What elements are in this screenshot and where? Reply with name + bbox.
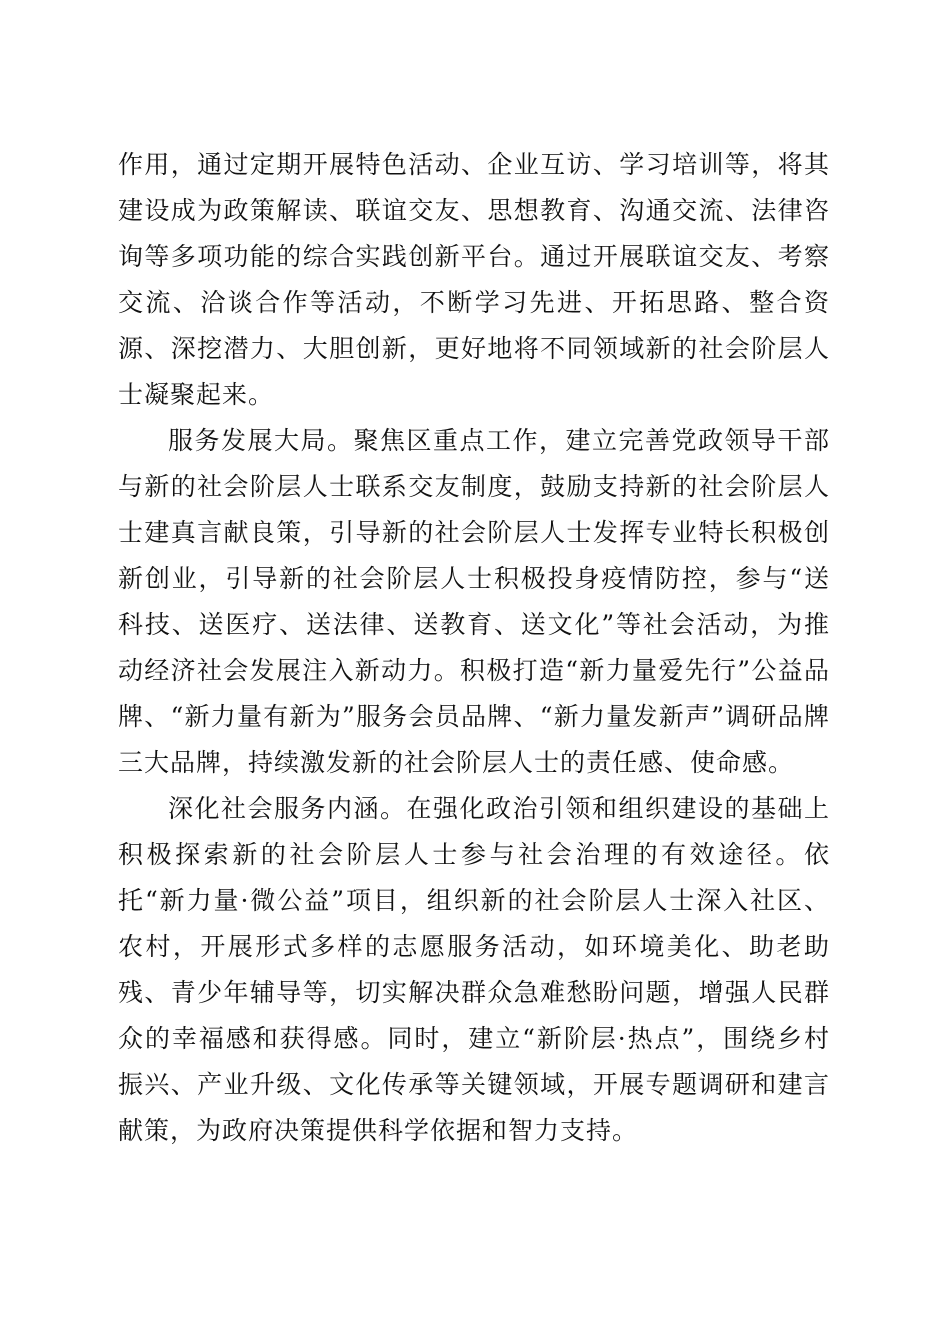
paragraph-2: 服务发展大局。聚焦区重点工作，建立完善党政领导干部与新的社会阶层人士联系交友制度，鼓励支持新的社会阶层人士建真言献良策，引导新的社会阶层人士发挥专业特长积极创新创业，引导新的社会阶层人士积极投身疫情防控，参与“送科技、送医疗、送法律、送教育、送文化”等社会活动，为推动经济社会发展注入新动力。积极打造“新力量爱先行”公益品牌、“新力量有新为”服务会员品牌、“新力量发新声”调研品牌三大品牌，持续激发新的社会阶层人士的责任感、使命感。 <box>118 426 830 777</box>
paragraph-3: 深化社会服务内涵。在强化政治引领和组织建设的基础上积极探索新的社会阶层人士参与社会治理的有效途径。依托“新力量·微公益”项目，组织新的社会阶层人士深入社区、农村，开展形式多样的志愿服务活动，如环境美化、助老助残、青少年辅导等，切实解决群众急难愁盼问题，增强人民群众的幸福感和获得感。同时，建立“新阶层·热点”，围绕乡村振兴、产业升级、文化传承等关键领域，开展专题调研和建言献策，为政府决策提供科学依据和智力支持。 <box>118 794 830 1145</box>
paragraph-1: 作用，通过定期开展特色活动、企业互访、学习培训等，将其建设成为政策解读、联谊交友、思想教育、沟通交流、法律咨询等多项功能的综合实践创新平台。通过开展联谊交友、考察交流、洽谈合作等活动，不断学习先进、开拓思路、整合资源、深挖潜力、大胆创新，更好地将不同领域新的社会阶层人士凝聚起来。 <box>118 150 830 409</box>
document-page <box>118 142 830 1154</box>
